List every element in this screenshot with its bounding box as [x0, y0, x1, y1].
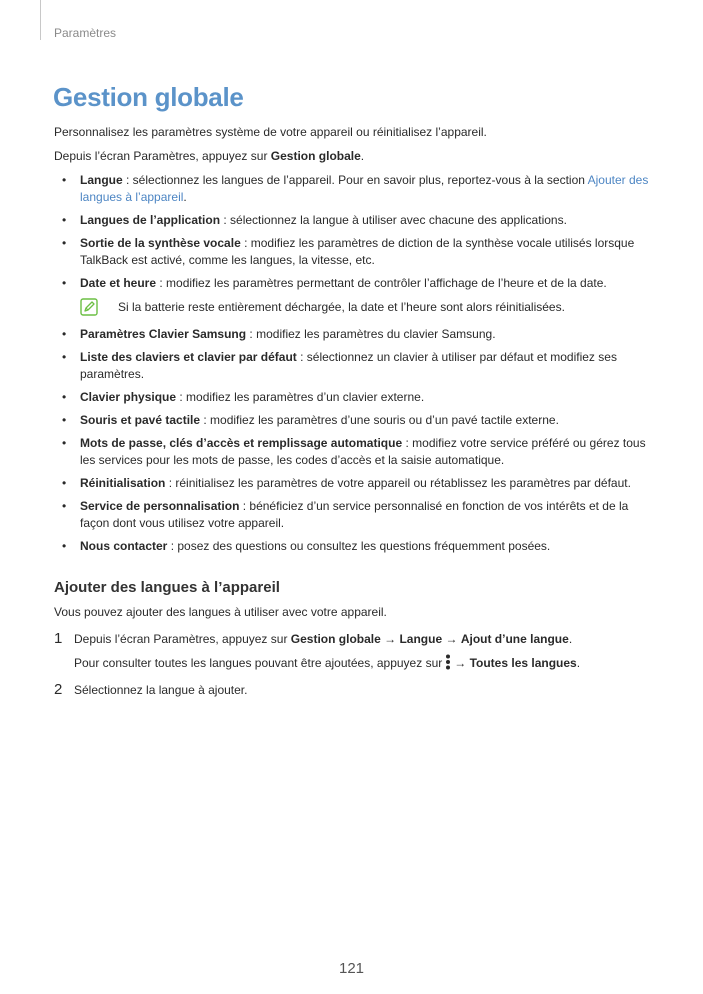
step-arrow: → — [380, 632, 400, 646]
step-main-line — [74, 631, 654, 648]
item-term: Mots de passe, clés d’accès et remplissage automatique — [80, 436, 403, 450]
item-text: : sélectionnez la langue à utiliser avec chacune des applications. — [220, 213, 567, 227]
item-text: : réinitialisez les paramètres de votre appareil ou rétablissez les paramètres par défaut. — [165, 476, 631, 490]
step-number: 2 — [54, 681, 63, 698]
settings-list-b — [54, 326, 654, 555]
step-1 — [54, 631, 654, 672]
add-languages-link[interactable]: Ajouter des langues à l’appareil — [80, 173, 649, 204]
list-item — [54, 498, 654, 532]
page-number: 121 — [338, 960, 365, 977]
item-term: Clavier physique — [80, 390, 177, 404]
list-item — [54, 538, 654, 555]
header-rule — [40, 0, 41, 40]
step-text: Sélectionnez la langue à ajouter. — [74, 683, 248, 697]
step-sub-all-languages: Toutes les langues — [469, 656, 577, 670]
step-number: 1 — [54, 630, 63, 647]
item-text: : sélectionnez les langues de l’appareil. Pour en savoir plus, reportez-vous à la section — [122, 173, 588, 187]
step-path-language: Langue — [399, 632, 443, 646]
instruction-prefix: Depuis l’écran Paramètres, appuyez sur — [54, 149, 271, 163]
list-item — [54, 275, 654, 292]
step-sub-prefix: Pour consulter toutes les langues pouvant être ajoutées, appuyez sur — [74, 656, 443, 670]
list-item — [54, 212, 654, 229]
list-item — [54, 235, 654, 269]
item-term: Sortie de la synthèse vocale — [80, 236, 241, 250]
note-text: Si la batterie reste entièrement déchargée, la date et l’heure sont alors réinitialisées. — [118, 299, 565, 314]
item-text: : modifiez les paramètres d’une souris ou d’un pavé tactile externe. — [200, 413, 559, 427]
instruction-bold: Gestion globale — [270, 149, 361, 163]
list-item — [54, 172, 654, 206]
list-item — [54, 326, 654, 343]
list-item — [54, 349, 654, 383]
step-path-global: Gestion globale — [290, 632, 381, 646]
subsection-intro: Vous pouvez ajouter des langues à utiliser avec votre appareil. — [54, 605, 387, 619]
item-text: : modifiez les paramètres permettant de contrôler l’affichage de l’heure et de la date. — [156, 276, 607, 290]
item-text: : modifiez les paramètres de diction de la synthèse vocale utilisés lorsque TalkBack est activé, comme les langues, la vitesse, etc. — [80, 236, 635, 267]
item-text: : sélectionnez un clavier à utiliser par défaut et modifiez ses paramètres. — [80, 350, 617, 381]
step-end: . — [568, 632, 573, 646]
step-sub-line — [74, 654, 654, 672]
item-term: Paramètres Clavier Samsung — [80, 327, 247, 341]
item-term: Service de personnalisation — [80, 499, 240, 513]
instruction-text — [54, 148, 654, 165]
item-term: Liste des claviers et clavier par défaut — [80, 350, 297, 364]
list-item — [54, 435, 654, 469]
item-text: : posez des questions ou consultez les questions fréquemment posées. — [167, 539, 551, 553]
item-term: Souris et pavé tactile — [80, 413, 201, 427]
step-prefix: Depuis l’écran Paramètres, appuyez sur — [74, 632, 291, 646]
item-end: . — [183, 190, 187, 204]
header-section: Paramètres — [54, 26, 117, 40]
subsection-title: Ajouter des langues à l’appareil — [54, 579, 280, 596]
item-term: Nous contacter — [80, 539, 168, 553]
step-path-add-language: Ajout d’une langue — [460, 632, 569, 646]
item-text: : modifiez votre service préféré ou gérez tous les services pour les mots de passe, les codes d’accès et la saisie automatique. — [80, 436, 646, 467]
item-text: : modifiez les paramètres d’un clavier externe. — [176, 390, 425, 404]
list-item — [54, 389, 654, 406]
settings-list-a — [54, 172, 654, 292]
step-2 — [54, 682, 654, 699]
instruction-suffix: . — [360, 149, 365, 163]
item-term: Langue — [80, 173, 123, 187]
item-term: Langues de l’application — [80, 213, 221, 227]
list-item — [54, 412, 654, 429]
item-text: : bénéficiez d’un service personnalisé en fonction de vos intérêts et de la façon dont vous utilisez votre appareil. — [80, 499, 629, 530]
steps-list — [54, 631, 654, 699]
step-sub-arrow: → — [454, 656, 470, 670]
list-item — [54, 475, 654, 492]
item-text: : modifiez les paramètres du clavier Samsung. — [246, 327, 496, 341]
step-arrow: → — [442, 632, 461, 646]
item-term: Date et heure — [80, 276, 157, 290]
note-pencil-icon — [80, 298, 98, 316]
step-sub-end: . — [576, 656, 581, 670]
more-options-icon — [445, 654, 451, 670]
page-content — [54, 124, 654, 709]
item-term: Réinitialisation — [80, 476, 166, 490]
intro-text: Personnalisez les paramètres système de votre appareil ou réinitialisez l’appareil. — [54, 125, 487, 139]
note-box — [80, 298, 654, 316]
page-title: Gestion globale — [53, 82, 244, 112]
